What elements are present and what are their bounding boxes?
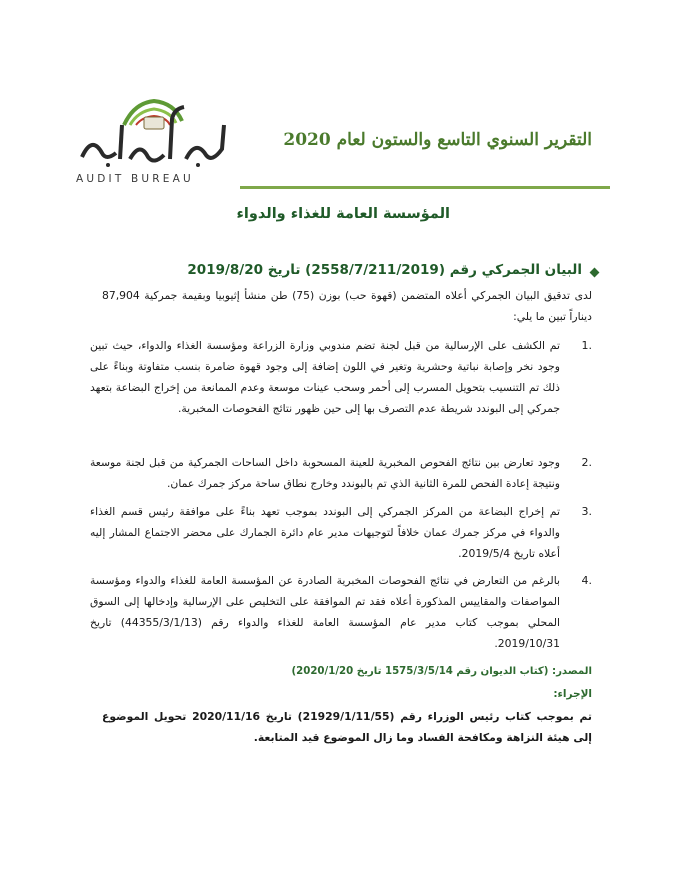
procedure-label: الإجراء:: [553, 688, 592, 700]
item-number: .2: [581, 456, 592, 469]
item-text: تم الكشف على الإرسالية من قبل لجنة تضم مندوبي وزارة الزراعة ومؤسسة الغذاء والدواء، حيث تبين وجود نخر وإصابة نباتية وحشرية وتغير في اللون إضافة إلى وجود قهوة ضامرة بنسب متفاوتة وبناءً على ذلك تم التنسيب بتحويل المسرب إلى أحمر وسحب عينات موسعة وعدم الممانعة من إخراج البضاعة بتعهد جمركي إلى البوندد شريطة عدم التصرف بها إلى حين ظهور نتائج الفحوصات المخبرية.: [90, 339, 560, 415]
finding-item: [90, 501, 592, 567]
finding-item: [90, 335, 592, 445]
finding-item: [90, 570, 592, 658]
source-reference: المصدر: (كتاب الديوان رقم 1575/3/5/14 تاريخ 2020/1/20): [291, 666, 592, 677]
report-title: التقرير السنوي التاسع والستون لعام 2020: [283, 130, 592, 150]
item-text: وجود تعارض بين نتائج الفحوص المخبرية للعينة المسحوبة داخل الساحات الجمركية من قبل لجنة موسعة ونتيجة إعادة الفحص للمرة الثانية الذي تم بالبوندد وخارج نطاق ساحة مركز جمرك عمان.: [90, 456, 560, 490]
item-text: بالرغم من التعارض في نتائج الفحوصات المخبرية الصادرة عن المؤسسة العامة للغذاء والدواء ومؤسسة المواصفات والمقاييس المذكورة أعلاه فقد تم الموافقة على التخليص على الإرسالية وإدخالها إلى السوق المحلي بموجب كتاب مدير عام المؤسسة العامة للغذاء والدواء رقم (44355/3/1/13) تاريخ 2019/10/31.: [90, 574, 560, 650]
entity-title: المؤسسة العامة للغذاء والدواء: [236, 206, 450, 222]
item-number: .3: [581, 505, 592, 518]
finding-item: [90, 452, 592, 496]
audit-bureau-logo: [72, 95, 242, 190]
item-number: .1: [581, 339, 592, 352]
item-number: .4: [581, 574, 592, 587]
logo-emblem-icon: [72, 95, 242, 175]
intro-paragraph: لدى تدقيق البيان الجمركي أعلاه المتضمن (قهوة حب) بوزن (75) طن منشأ إثيوبيا وبقيمة جمركية 87,904 ديناراً تبين ما يلي:: [102, 289, 592, 323]
item-text: تم إخراج البضاعة من المركز الجمركي إلى البوندد بموجب تعهد بناءً على موافقة رئيس قسم الغذاء والدواء في مركز جمرك عمان خلافاً لتوجيهات مدير عام دائرة الجمارك على محضر الاجتماع المشار إليه أعلاه تاريخ 2019/5/4.: [90, 505, 560, 560]
statement-heading: البيان الجمركي رقم (2558/7/211/2019) تاريخ 2019/8/20: [187, 262, 582, 278]
procedure-text: تم بموجب كتاب رئيس الوزراء رقم (21929/1/11/55) تاريخ 2020/11/16 تحويل الموضوع إلى هيئة النزاهة ومكافحة الفساد وما زال الموضوع قيد المتابعة.: [102, 710, 592, 744]
header-divider: [240, 186, 610, 189]
diamond-bullet-icon: [590, 268, 600, 278]
logo-english-text: AUDIT BUREAU: [76, 173, 194, 185]
